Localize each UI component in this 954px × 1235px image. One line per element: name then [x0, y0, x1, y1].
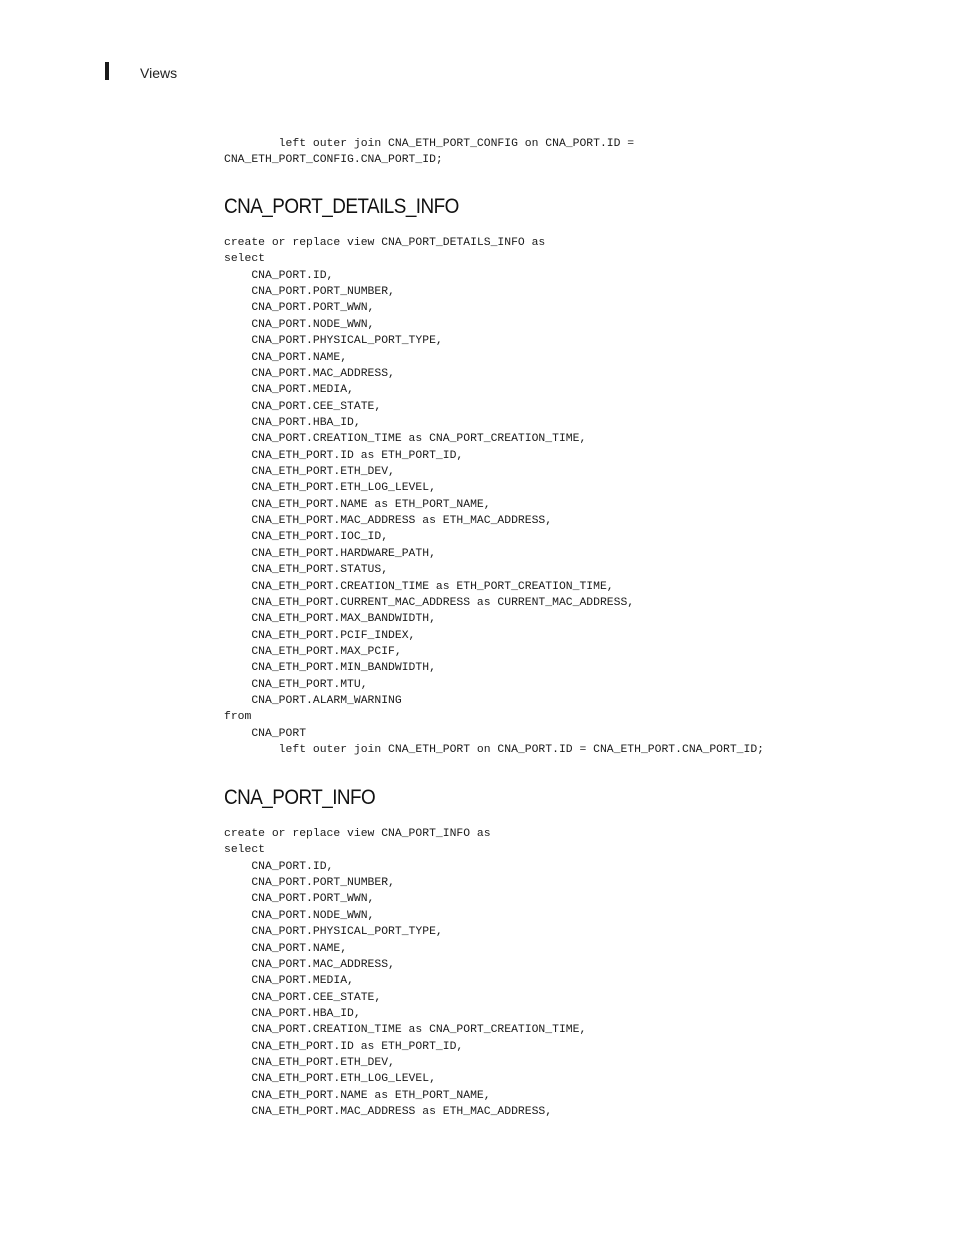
section-title-cna-port-details-info: CNA_PORT_DETAILS_INFO: [224, 195, 459, 218]
header-bar-marker: [105, 62, 109, 80]
code-block-cna-port-details-info: create or replace view CNA_PORT_DETAILS_INFO as select CNA_PORT.ID, CNA_PORT.PORT_NUMBER, CNA_PORT.PORT_WWN, CNA_PORT.NODE_WWN, CNA_PORT.PHYSICAL_PORT_TYPE, CNA_PORT.NAME, CNA_PORT.MAC_ADDRESS, CNA_PORT.MEDIA, CNA_PORT.CEE_STATE, CNA_PORT.HBA_ID, CNA_PORT.CREATION_TIME as CNA_PORT_CREATION_TIME, CNA_ETH_PORT.ID as ETH_PORT_ID, CNA_ETH_PORT.ETH_DEV, CNA_ETH_PORT.ETH_LOG_LEVEL, CNA_ETH_PORT.NAME as ETH_PORT_NAME, CNA_ETH_PORT.MAC_ADDRESS as ETH_MAC_ADDRESS, CNA_ETH_PORT.IOC_ID, CNA_ETH_PORT.HARDWARE_PATH, CNA_ETH_PORT.STATUS, CNA_ETH_PORT.CREATION_TIME as ETH_PORT_CREATION_TIME, CNA_ETH_PORT.CURRENT_MAC_ADDRESS as CURRENT_MAC_ADDRESS, CNA_ETH_PORT.MAX_BANDWIDTH, CNA_ETH_PORT.PCIF_INDEX, CNA_ETH_PORT.MAX_PCIF, CNA_ETH_PORT.MIN_BANDWIDTH, CNA_ETH_PORT.MTU, CNA_PORT.ALARM_WARNING from CNA_PORT left outer join CNA_ETH_PORT on CNA_PORT.ID = CNA_ETH_PORT.CNA_PORT_ID;: [224, 237, 765, 757]
section-title-cna-port-info: CNA_PORT_INFO: [224, 786, 376, 809]
code-block-top: left outer join CNA_ETH_PORT_CONFIG on CNA_PORT.ID = CNA_ETH_PORT_CONFIG.CNA_PORT_ID;: [224, 138, 635, 167]
running-header: Views: [140, 65, 178, 81]
code-block-cna-port-info: create or replace view CNA_PORT_INFO as select CNA_PORT.ID, CNA_PORT.PORT_NUMBER, CNA_PORT.PORT_WWN, CNA_PORT.NODE_WWN, CNA_PORT.PHYSICAL_PORT_TYPE, CNA_PORT.NAME, CNA_PORT.MAC_ADDRESS, CNA_PORT.MEDIA, CNA_PORT.CEE_STATE, CNA_PORT.HBA_ID, CNA_PORT.CREATION_TIME as CNA_PORT_CREATION_TIME, CNA_ETH_PORT.ID as ETH_PORT_ID, CNA_ETH_PORT.ETH_DEV, CNA_ETH_PORT.ETH_LOG_LEVEL, CNA_ETH_PORT.NAME as ETH_PORT_NAME, CNA_ETH_PORT.MAC_ADDRESS as ETH_MAC_ADDRESS,: [224, 828, 587, 1119]
